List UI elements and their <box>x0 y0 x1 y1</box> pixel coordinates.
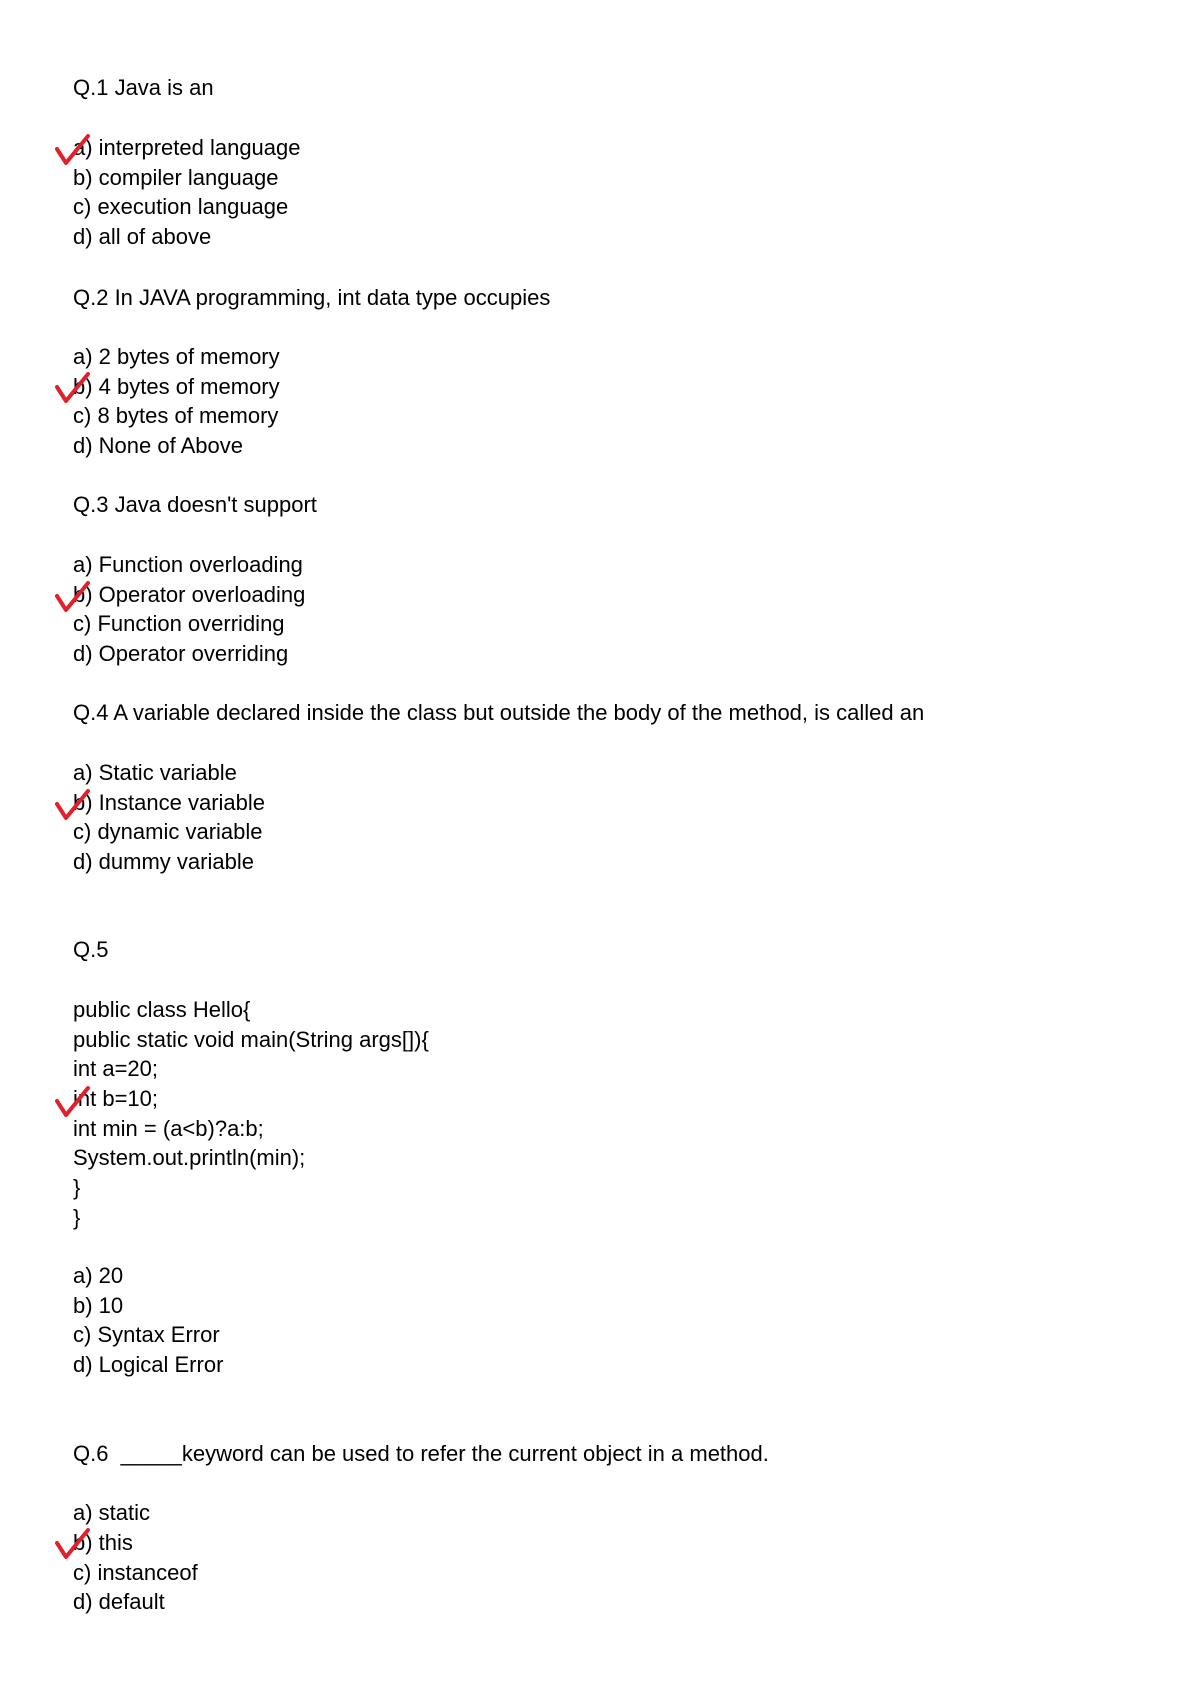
q3-option-d: d) Operator overriding <box>73 641 289 666</box>
q1-option-b: b) compiler language <box>73 165 279 190</box>
checkmark-icon <box>55 371 91 405</box>
checkmark-icon <box>55 788 91 822</box>
q4-option-d: d) dummy variable <box>73 849 254 874</box>
q5-option-a: a) 20 <box>73 1263 124 1288</box>
q5-code-line: int a=20; <box>73 1056 159 1081</box>
q1-option-a: a) interpreted language <box>73 135 301 160</box>
q2-option-c: c) 8 bytes of memory <box>73 403 279 428</box>
question-2: Q.2 In JAVA programming, int data type occupies <box>73 285 551 310</box>
question-6: Q.6 _____keyword can be used to refer the current object in a method. <box>73 1441 769 1466</box>
question-1: Q.1 Java is an <box>73 75 214 100</box>
q5-code-line: public class Hello{ <box>73 997 251 1022</box>
q6-option-d: d) default <box>73 1589 165 1614</box>
q5-code-line: public static void main(String args[]){ <box>73 1027 429 1052</box>
q6-option-b: b) this <box>73 1530 133 1555</box>
q5-option-c: c) Syntax Error <box>73 1322 220 1347</box>
q2-option-a: a) 2 bytes of memory <box>73 344 280 369</box>
q4-option-a: a) Static variable <box>73 760 237 785</box>
q2-option-d: d) None of Above <box>73 433 244 458</box>
q3-option-b: b) Operator overloading <box>73 582 306 607</box>
q3-option-c: c) Function overriding <box>73 611 285 636</box>
q4-option-b: b) Instance variable <box>73 790 265 815</box>
q5-code-line: int min = (a<b)?a:b; <box>73 1116 264 1141</box>
checkmark-icon <box>55 1085 91 1119</box>
q6-option-c: c) instanceof <box>73 1560 198 1585</box>
q1-option-c: c) execution language <box>73 194 289 219</box>
q4-option-c: c) dynamic variable <box>73 819 263 844</box>
checkmark-icon <box>55 580 91 614</box>
q5-code-line: } <box>73 1175 81 1200</box>
q6-option-a: a) static <box>73 1500 151 1525</box>
q5-code-line: int b=10; <box>73 1086 159 1111</box>
q2-option-b: b) 4 bytes of memory <box>73 374 280 399</box>
q5-option-b: b) 10 <box>73 1293 124 1318</box>
question-4: Q.4 A variable declared inside the class but outside the body of the method, is called an <box>73 700 925 725</box>
question-5: Q.5 <box>73 937 109 962</box>
checkmark-icon <box>55 1527 91 1561</box>
q1-option-d: d) all of above <box>73 224 212 249</box>
q5-code-line: } <box>73 1205 81 1230</box>
question-3: Q.3 Java doesn't support <box>73 492 317 517</box>
q5-option-d: d) Logical Error <box>73 1352 224 1377</box>
q3-option-a: a) Function overloading <box>73 552 303 577</box>
checkmark-icon <box>55 133 91 167</box>
q5-code-line: System.out.println(min); <box>73 1145 306 1170</box>
